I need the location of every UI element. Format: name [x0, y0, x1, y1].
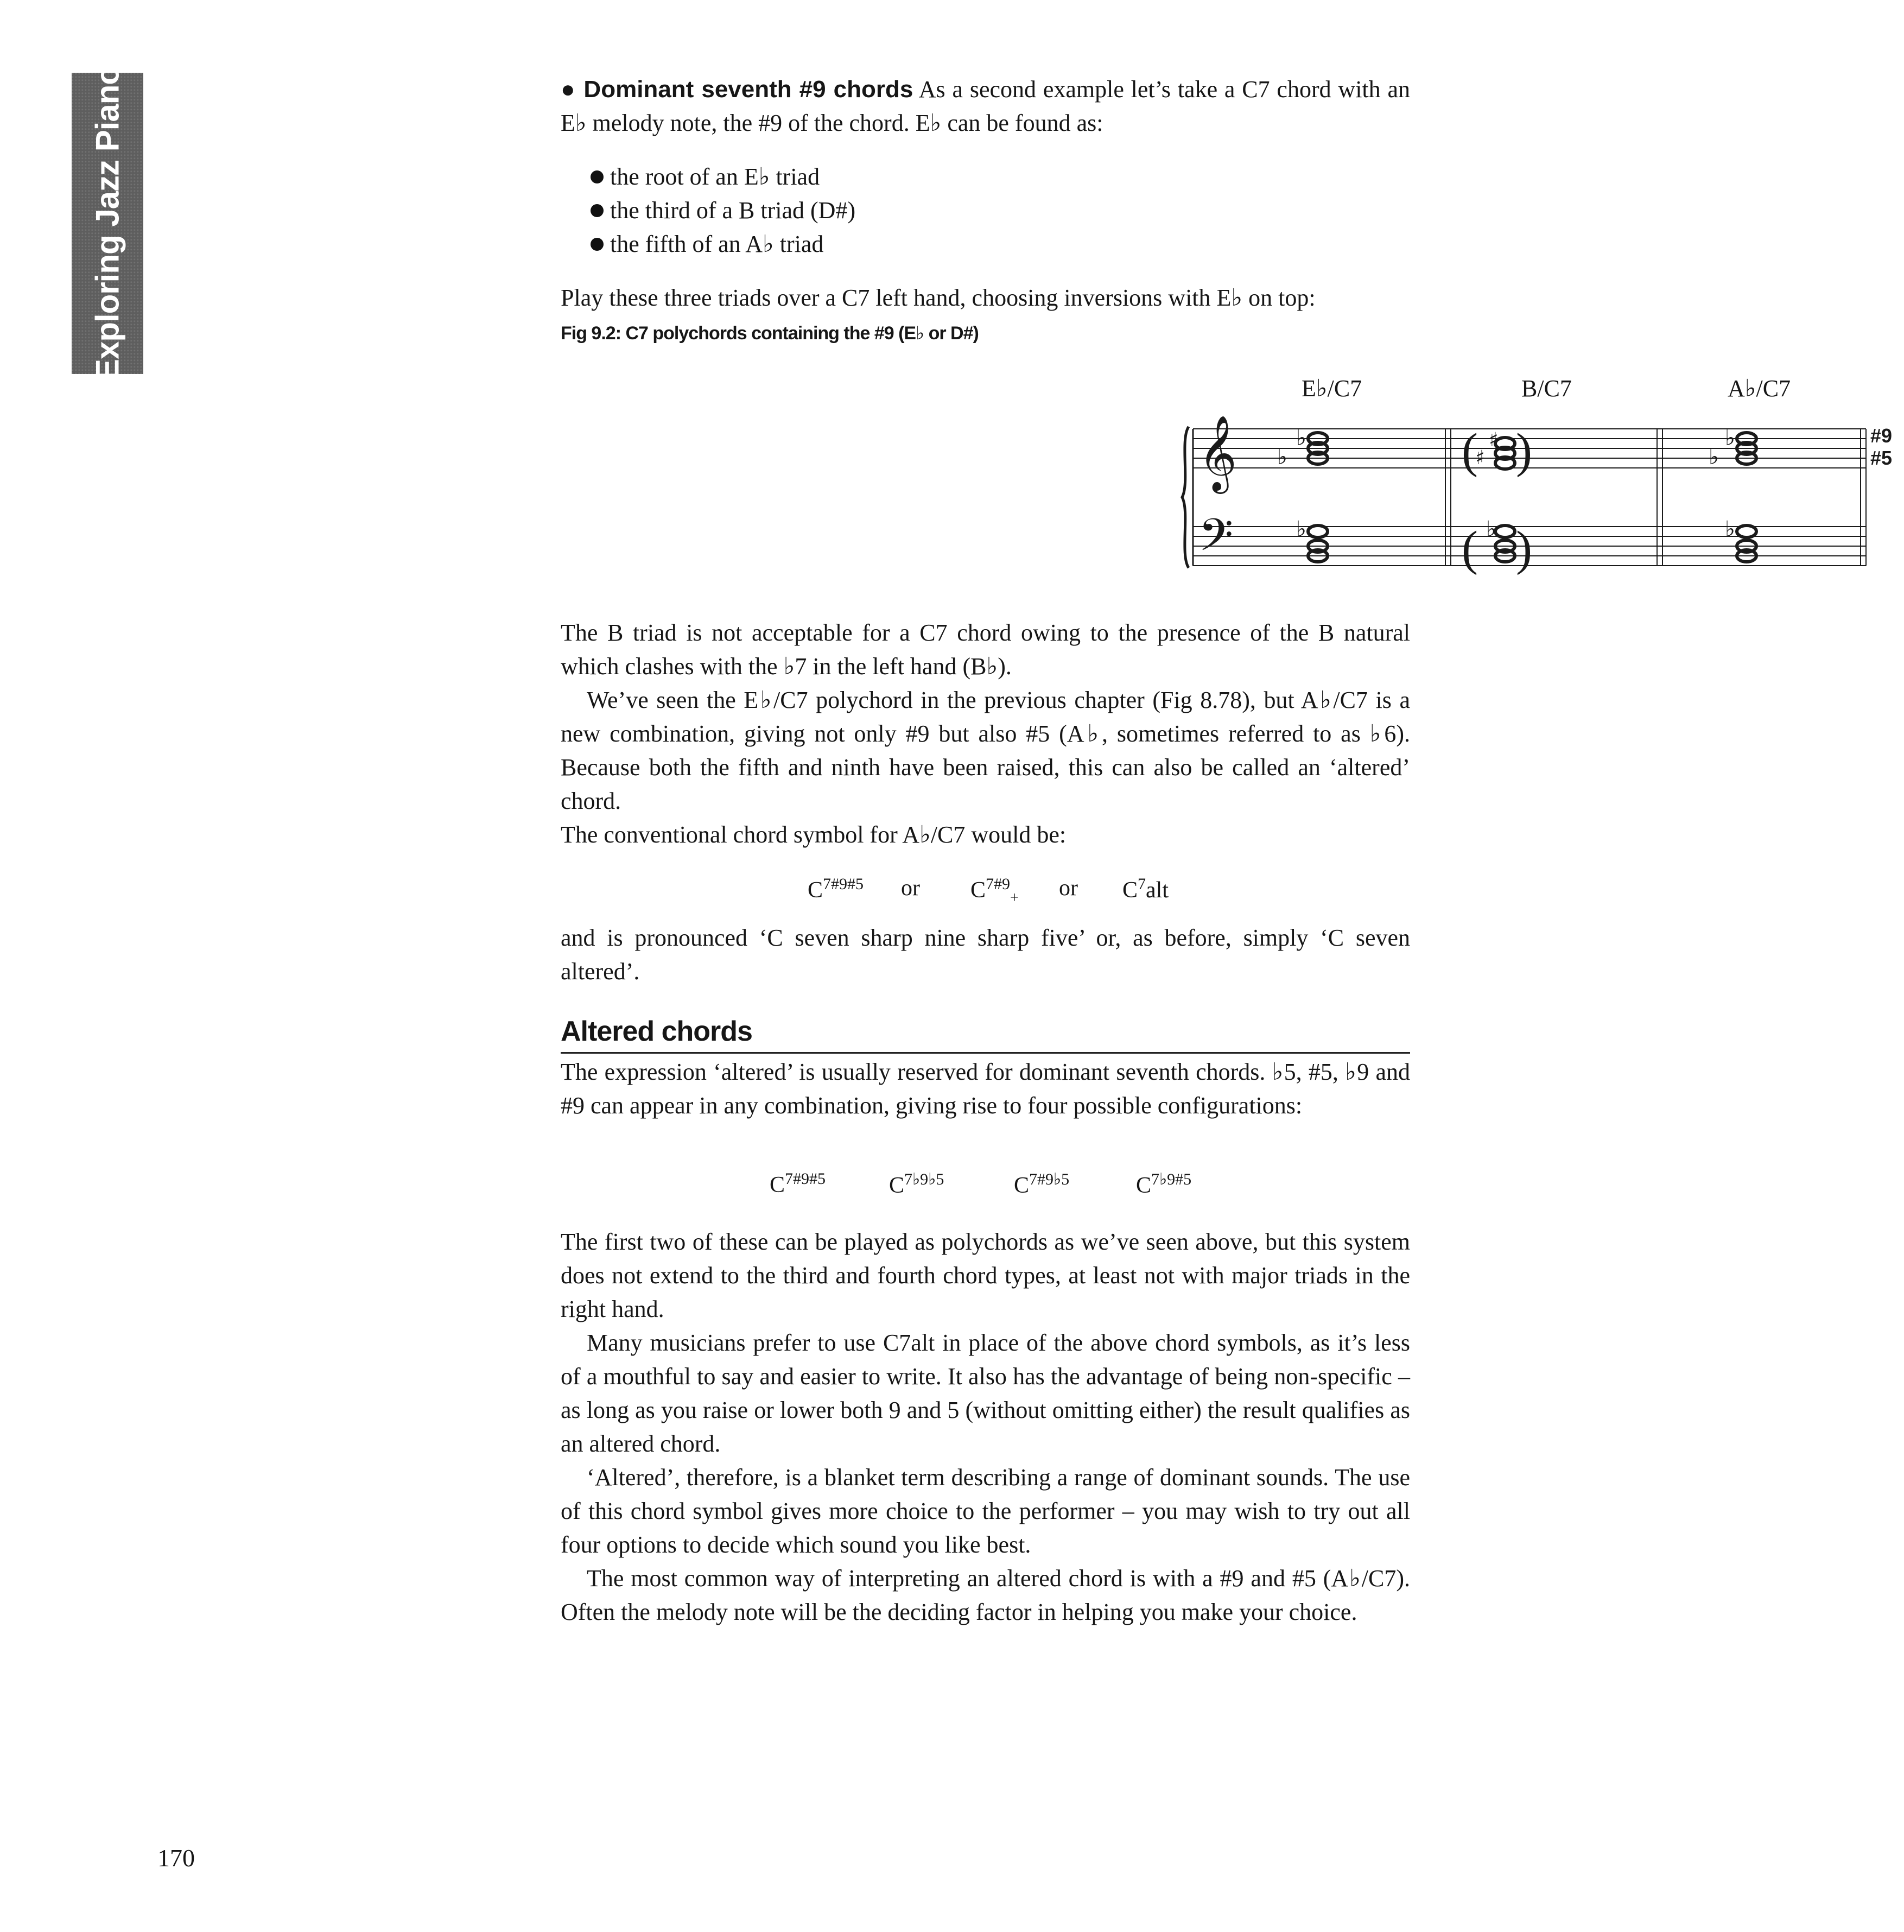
body-paragraph: ‘Altered’, therefore, is a blanket term describing a range of dominant sounds. The use of this chord symbol gives more choice to the performer – you may wish to try out all four options to decide which sound you like best.	[561, 1464, 1410, 1558]
list-item-text: the fifth of an A♭ triad	[610, 231, 824, 257]
intro-paragraph	[561, 73, 1410, 140]
flat-icon: ♭	[1296, 426, 1306, 451]
annotation-label: #5	[1870, 447, 1893, 469]
svg-text:): )	[1516, 424, 1532, 478]
svg-text:(: (	[1462, 522, 1478, 575]
instruction-paragraph: Play these three triads over a C7 left hand, choosing inversions with E♭ on top:	[561, 284, 1316, 311]
flat-icon: ♭	[1277, 445, 1287, 470]
body-paragraph: The most common way of interpreting an altered chord is with a #9 and #5 (A♭/C7). Often the melody note will be the deciding factor in helping you make your choice.	[561, 1565, 1410, 1625]
intro-body: As a second example let’s take a C7 chord with an E♭ melody note, the #9 of the chord. E♭ can be found as:	[561, 76, 1411, 136]
body-paragraph: The first two of these can be played as polychords as we’ve seen above, but this system does not extend to the third and fourth chord types, at least not with major triads in the right hand.	[561, 1228, 1410, 1322]
sharp-icon: ♯	[1489, 429, 1499, 451]
bullet-icon	[591, 238, 604, 251]
heading-rule	[561, 1052, 1410, 1054]
list-item	[591, 160, 820, 194]
list-item-text: the root of an E♭ triad	[610, 163, 820, 190]
chord-symbol: $C^{7\#9}_+$	[970, 875, 1019, 907]
flat-icon: ♭	[1296, 517, 1306, 542]
svg-text:(: (	[1462, 424, 1478, 478]
flat-icon: ♭	[1725, 426, 1735, 451]
flat-icon: ♭	[1486, 517, 1496, 542]
body-paragraph: We’ve seen the E♭/C7 polychord in the previous chapter (Fig 8.78), but A♭/C7 is a new combination, giving not only #9 but also #5 (A♭, sometimes referred to as ♭6). Because both the fifth and ninth have been raised, this can also be called an ‘altered’ chord.	[561, 687, 1410, 814]
flat-icon: ♭	[1709, 445, 1719, 470]
body-paragraph: and is pronounced ‘C seven sharp nine sharp five’ or, as before, simply ‘C seven altered’.	[561, 924, 1410, 985]
section-heading: Altered chords	[561, 1016, 752, 1047]
intro-lead: ● Dominant seventh #9 chords	[561, 76, 913, 103]
body-paragraph: Many musicians prefer to use C7alt in place of the above chord symbols, as it’s less of a mouthful to say and easier to write. It also has the advantage of being non-specific – as long as you raise or lower both 9 and 5 (without omitting either) the result qualifies as an altered chord.	[561, 1329, 1410, 1457]
bullet-icon	[591, 204, 604, 217]
brace	[1182, 427, 1189, 568]
chord-symbol: $C^{7♭9♭5}$	[889, 1170, 944, 1198]
chord-2-notes	[1462, 424, 1532, 575]
sharp-icon: ♯	[1475, 447, 1485, 469]
annotation-label: #9	[1870, 425, 1893, 447]
side-tab-label: Exploring Jazz Piano	[89, 65, 126, 381]
chord-3-notes	[1709, 426, 1850, 562]
chord-label: A♭/C7	[1728, 375, 1791, 402]
chord-label: E♭/C7	[1302, 375, 1362, 402]
list-item	[591, 227, 823, 261]
bullet-icon	[591, 170, 604, 183]
chord-1-notes	[1277, 426, 1328, 562]
chord-symbol: $C^7alt$	[1122, 875, 1169, 903]
page-number: 170	[157, 1844, 195, 1872]
flat-icon: ♭	[1725, 517, 1735, 542]
list-item	[591, 194, 855, 227]
side-tab	[72, 65, 143, 381]
list-item-text: the third of a B triad (D#)	[610, 197, 856, 224]
chord-symbol: $C^{7\#9♭5}$	[1014, 1170, 1070, 1198]
body-paragraph: The conventional chord symbol for A♭/C7 would be:	[561, 821, 1067, 848]
or-text: or	[901, 876, 920, 901]
treble-clef-icon: 𝄞	[1198, 415, 1237, 491]
chord-symbol: $C^{7\#9\#5}$	[808, 875, 864, 903]
music-notation-figure	[1182, 375, 1904, 592]
body-paragraph: The expression ‘altered’ is usually reserved for dominant seventh chords. ♭5, #5, ♭9 and #9 can appear in any combination, giving rise to four possible configurations:	[561, 1059, 1410, 1119]
chord-label: B/C7	[1521, 375, 1572, 402]
body-paragraph: The B triad is not acceptable for a C7 chord owing to the presence of the B natural which clashes with the ♭7 in the left hand (B♭).	[561, 619, 1410, 680]
chord-symbol: $C^{7♭9\#5}$	[1136, 1170, 1192, 1198]
bass-clef-icon: 𝄢	[1198, 509, 1234, 572]
or-text: or	[1059, 876, 1078, 901]
figure-caption: Fig 9.2: C7 polychords containing the #9 (E♭ or D#)	[561, 323, 979, 344]
chord-symbol: $C^{7\#9\#5}$	[770, 1170, 826, 1198]
svg-text:): )	[1516, 522, 1532, 575]
